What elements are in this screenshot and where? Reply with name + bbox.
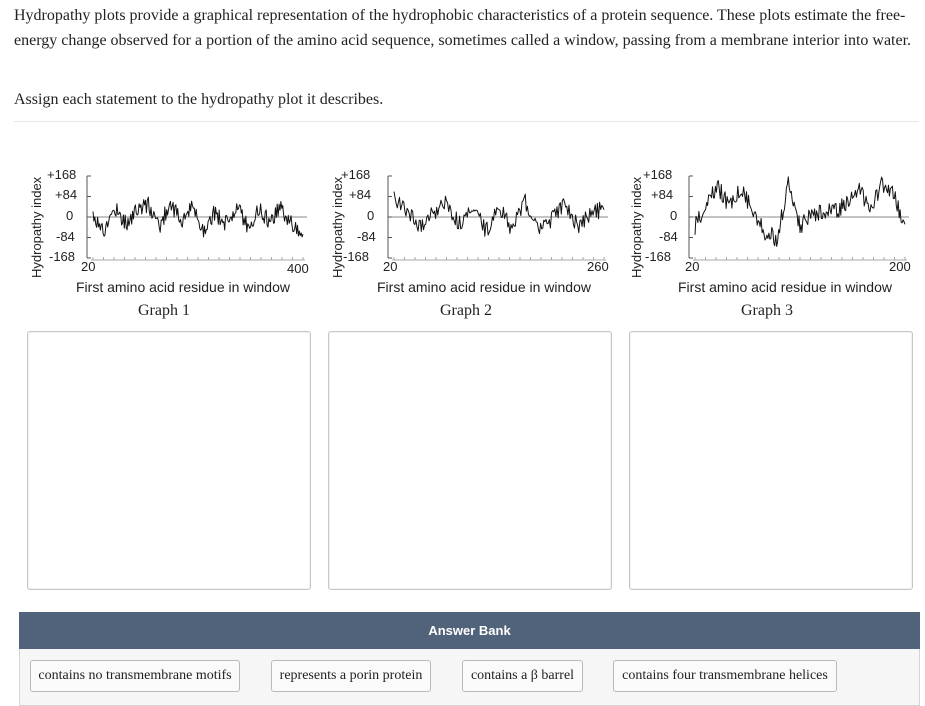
graph-1-drop-zone[interactable] <box>27 331 311 590</box>
hydropathy-plot-1 <box>25 158 325 328</box>
answer-chip-porin-protein[interactable]: represents a porin protein <box>271 660 431 692</box>
y-tick-label: +84 <box>55 187 78 202</box>
y-tick-label: 0 <box>670 208 678 223</box>
graph-title: Graph 2 <box>440 302 492 319</box>
intro-paragraph: Hydropathy plots provide a graphical representation of the hydrophobic characteristics of a protein sequence. These plots estimate the free-energy change observed for a portion of the amino acid sequence, sometimes called a window, passing from a membrane interior into water. <box>14 7 912 49</box>
x-tick-start: 20 <box>383 259 398 274</box>
y-tick-label: +84 <box>349 187 372 202</box>
y-tick-label: -168 <box>49 249 76 264</box>
x-tick-end: 260 <box>587 259 609 274</box>
x-axis-label: First amino acid residue in window <box>678 279 892 295</box>
graph-title: Graph 1 <box>138 302 190 319</box>
y-axis-label: Hydropathy index <box>29 176 44 278</box>
y-tick-label: +84 <box>651 187 674 202</box>
answer-chip-beta-barrel[interactable]: contains a β barrel <box>462 660 583 692</box>
y-tick-label: -84 <box>56 229 75 244</box>
y-tick-label: -84 <box>659 229 678 244</box>
answer-chip-no-transmembrane-motifs[interactable]: contains no transmembrane motifs <box>30 660 240 692</box>
hydropathy-plot-2 <box>326 158 626 328</box>
hydropathy-plot-3 <box>627 158 925 328</box>
divider <box>14 121 919 122</box>
y-tick-label: -168 <box>645 249 672 264</box>
hydropathy-trace <box>394 192 604 237</box>
x-tick-start: 20 <box>81 259 96 274</box>
instruction-text: Assign each statement to the hydropathy plot it describes. <box>14 91 384 108</box>
y-tick-label: 0 <box>66 208 74 223</box>
x-axis-label: First amino acid residue in window <box>76 279 290 295</box>
graph-3-drop-zone[interactable] <box>629 331 913 590</box>
hydropathy-trace <box>695 177 905 247</box>
x-tick-end: 400 <box>287 261 309 276</box>
y-tick-label: +168 <box>643 167 673 182</box>
y-axis-label: Hydropathy index <box>629 176 644 278</box>
y-tick-label: -168 <box>343 249 370 264</box>
y-tick-label: 0 <box>367 208 375 223</box>
y-axis-label: Hydropathy index <box>330 176 345 278</box>
y-tick-label: -84 <box>357 229 376 244</box>
x-tick-start: 20 <box>685 259 700 274</box>
answer-chip-four-transmembrane-helices[interactable]: contains four transmembrane helices <box>613 660 837 692</box>
y-tick-label: +168 <box>47 167 77 182</box>
y-tick-label: +168 <box>341 167 371 182</box>
x-tick-end: 200 <box>889 259 911 274</box>
graph-title: Graph 3 <box>741 302 793 319</box>
answer-bank-header: Answer Bank <box>19 612 920 649</box>
graph-2-drop-zone[interactable] <box>328 331 612 590</box>
x-axis-label: First amino acid residue in window <box>377 279 591 295</box>
